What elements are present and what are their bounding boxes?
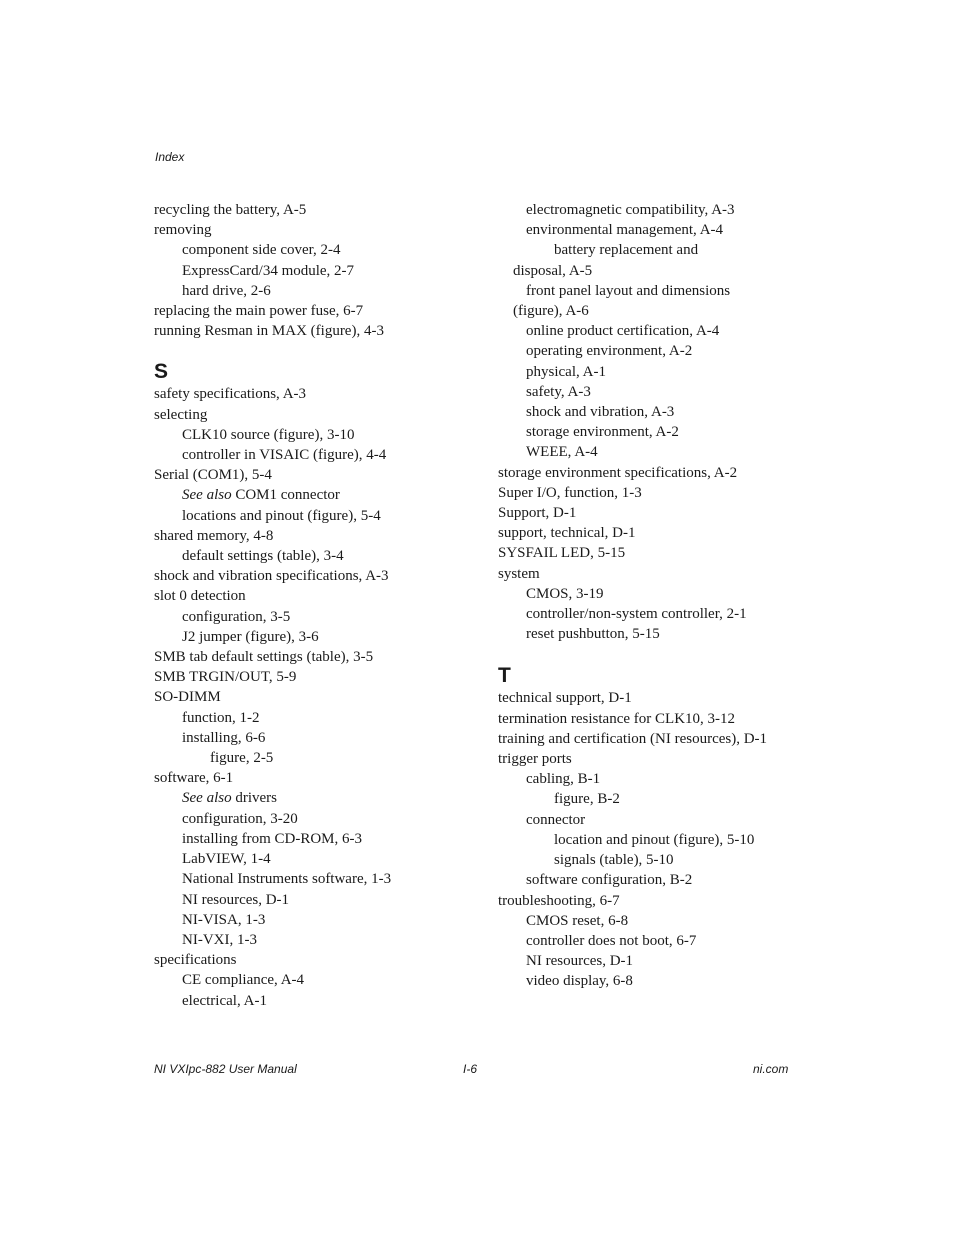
index-entry: troubleshooting, 6-7	[498, 892, 620, 909]
index-entry: storage environment specifications, A-2	[498, 464, 738, 481]
index-entry: SMB tab default settings (table), 3-5	[154, 649, 374, 666]
index-subentry: configuration, 3-5	[182, 608, 291, 625]
index-subentry: NI-VISA, 1-3	[182, 911, 266, 928]
index-entry: SO-DIMM	[154, 689, 221, 706]
index-entry: support, technical, D-1	[498, 525, 636, 542]
section-letter-s: S	[154, 360, 169, 384]
index-subsubentry: figure, 2-5	[210, 750, 274, 767]
index-subentry: National Instruments software, 1-3	[182, 871, 392, 888]
index-entry: Serial (COM1), 5-4	[154, 467, 272, 484]
index-entry: Super I/O, function, 1-3	[498, 484, 642, 501]
index-subentry: function, 1-2	[182, 709, 260, 726]
index-subentry: software configuration, B-2	[526, 872, 693, 889]
index-subentry: physical, A-1	[526, 363, 606, 380]
index-subentry: connector	[526, 811, 586, 828]
index-subentry: CLK10 source (figure), 3-10	[182, 426, 355, 443]
index-subentry: hard drive, 2-6	[182, 282, 271, 299]
index-subentry: cabling, B-1	[526, 771, 601, 788]
index-subentry: installing from CD-ROM, 6-3	[182, 830, 362, 847]
index-subentry: storage environment, A-2	[526, 424, 679, 441]
section-letter-t: T	[498, 664, 511, 688]
index-entry: technical support, D-1	[498, 690, 632, 707]
index-subentry: safety, A-3	[526, 383, 591, 400]
index-entry: removing	[154, 222, 212, 239]
index-entry: training and certification (NI resources), D-1	[498, 730, 768, 747]
index-subsubentry: figure, B-2	[554, 791, 620, 808]
index-entry: Support, D-1	[498, 505, 577, 522]
index-subentry: NI resources, D-1	[526, 953, 634, 970]
index-entry: running Resman in MAX (figure), 4-3	[154, 323, 384, 340]
index-subentry: CE compliance, A-4	[182, 972, 305, 989]
footer-manual-title: NI VXIpc-882 User Manual	[154, 1062, 297, 1076]
index-entry: SMB TRGIN/OUT, 5-9	[154, 669, 297, 686]
footer-website: ni.com	[753, 1062, 789, 1076]
index-subentry: shock and vibration, A-3	[526, 404, 675, 421]
index-subentry: NI-VXI, 1-3	[182, 931, 257, 948]
index-subentry: installing, 6-6	[182, 729, 266, 746]
index-subsubentry: signals (table), 5-10	[554, 852, 674, 869]
index-entry: shared memory, 4-8	[154, 527, 274, 544]
index-entry: software, 6-1	[154, 770, 234, 787]
see-also-label: See also	[182, 790, 232, 807]
index-entry: termination resistance for CLK10, 3-12	[498, 710, 736, 727]
index-entry: system	[498, 565, 540, 582]
index-entry: trigger ports	[498, 751, 572, 768]
see-also-target: COM1 connector	[235, 487, 340, 504]
index-subentry-continued: (figure), A-6	[513, 303, 589, 320]
footer-page-number: I-6	[463, 1062, 478, 1076]
index-subentry: controller/non-system controller, 2-1	[526, 606, 747, 623]
index-subsubentry-continued: disposal, A-5	[513, 262, 593, 279]
running-header: Index	[155, 150, 185, 164]
index-entry: recycling the battery, A-5	[154, 202, 307, 218]
index-subentry: online product certification, A-4	[526, 323, 720, 340]
index-entry: selecting	[154, 406, 208, 423]
index-subentry: controller in VISAIC (figure), 4-4	[182, 447, 387, 464]
index-subentry: CMOS, 3-19	[526, 585, 604, 602]
index-subsubentry: battery replacement and	[554, 242, 699, 259]
index-subentry: default settings (table), 3-4	[182, 548, 344, 565]
index-subentry: configuration, 3-20	[182, 810, 298, 827]
see-also-reference	[154, 788, 484, 808]
index-subentry: operating environment, A-2	[526, 343, 693, 360]
see-also-target: drivers	[235, 790, 277, 807]
index-subentry: electromagnetic compatibility, A-3	[526, 202, 735, 218]
index-entry: SYSFAIL LED, 5-15	[498, 545, 626, 562]
index-subentry: electrical, A-1	[182, 992, 267, 1009]
see-also-reference	[154, 485, 484, 505]
index-entry: replacing the main power fuse, 6-7	[154, 303, 364, 320]
index-subsubentry: location and pinout (figure), 5-10	[554, 831, 755, 848]
index-subentry: LabVIEW, 1-4	[182, 851, 271, 868]
index-entry: shock and vibration specifications, A-3	[154, 568, 389, 585]
index-subentry: NI resources, D-1	[182, 891, 290, 908]
index-subentry: video display, 6-8	[526, 973, 633, 990]
index-subentry: component side cover, 2-4	[182, 242, 341, 259]
index-subentry: front panel layout and dimensions	[526, 282, 731, 299]
index-subentry: environmental management, A-4	[526, 222, 724, 239]
index-entry: slot 0 detection	[154, 588, 246, 605]
index-subentry: reset pushbutton, 5-15	[526, 626, 660, 643]
see-also-label: See also	[182, 487, 232, 504]
index-subentry: ExpressCard/34 module, 2-7	[182, 262, 355, 279]
index-subentry: locations and pinout (figure), 5-4	[182, 507, 381, 524]
index-entry: specifications	[154, 952, 237, 969]
index-entry: safety specifications, A-3	[154, 386, 307, 403]
index-column-left	[154, 200, 484, 1011]
index-subentry: CMOS reset, 6-8	[526, 912, 629, 929]
index-column-right	[498, 200, 798, 992]
index-subentry: controller does not boot, 6-7	[526, 932, 697, 949]
index-subentry: WEEE, A-4	[526, 444, 598, 461]
index-subentry: J2 jumper (figure), 3-6	[182, 628, 319, 645]
